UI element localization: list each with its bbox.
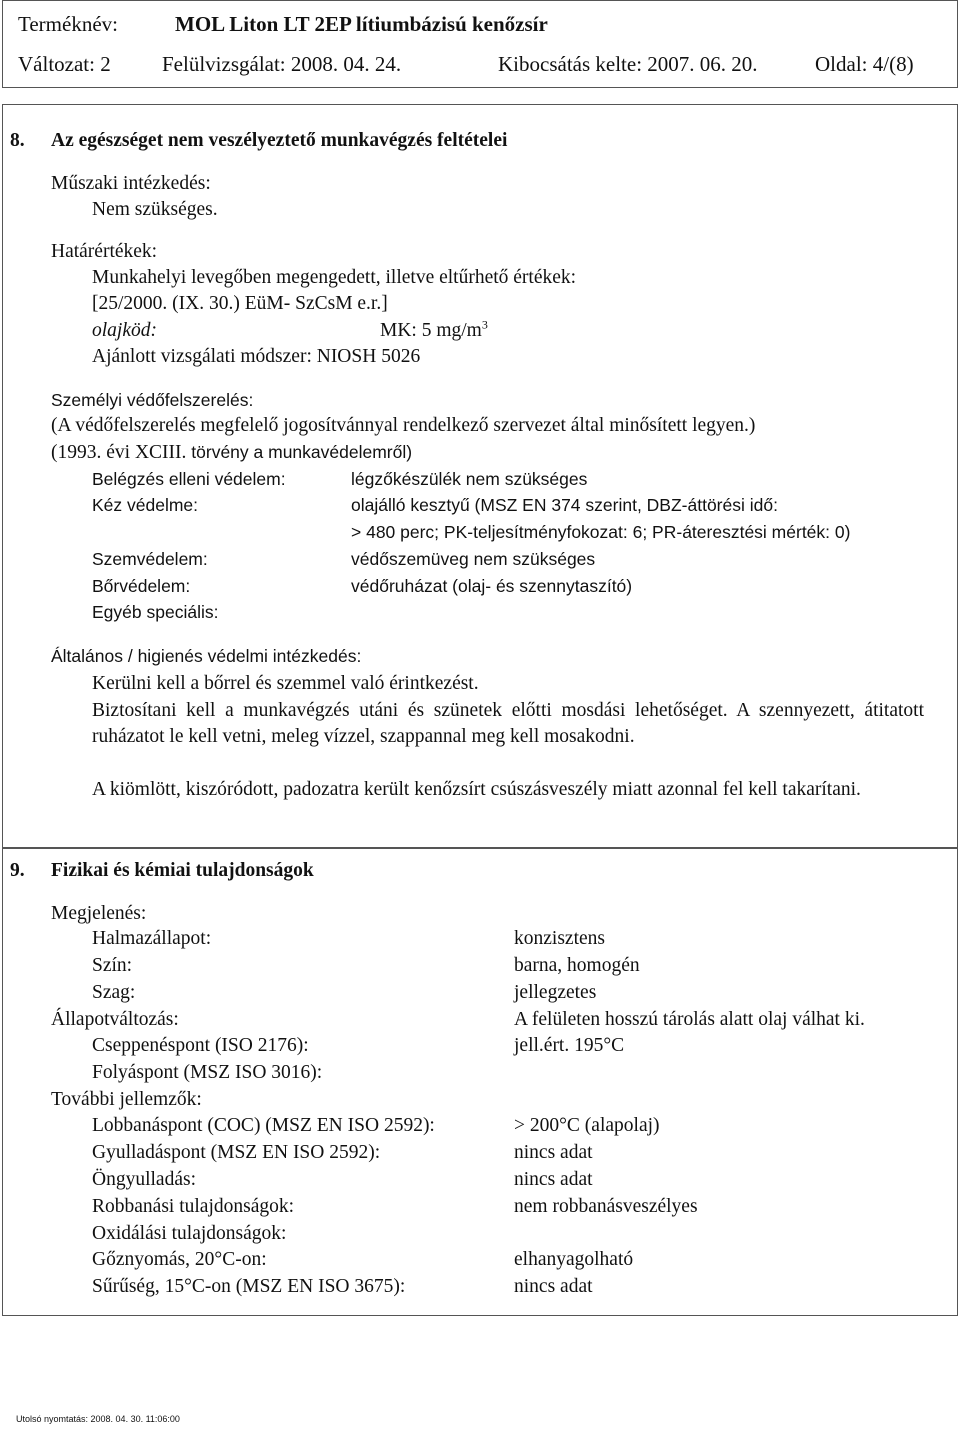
property-label: Gőznyomás, 20°C-on: bbox=[92, 1249, 267, 1270]
ppe-row-label: Szemvédelem: bbox=[92, 549, 208, 569]
appearance-label: Megjelenés: bbox=[51, 903, 147, 924]
property-value: barna, homogén bbox=[514, 955, 640, 976]
tech-measures-label: Műszaki intézkedés: bbox=[51, 173, 211, 194]
property-label: Szag: bbox=[92, 982, 136, 1003]
property-value: > 200°C (alapolaj) bbox=[514, 1115, 660, 1136]
property-label: Robbanási tulajdonságok: bbox=[92, 1196, 295, 1217]
limits-line-2: [25/2000. (IX. 30.) EüM- SzCsM e.r.] bbox=[92, 293, 388, 314]
property-label: Sűrűség, 15°C-on (MSZ EN ISO 3675): bbox=[92, 1276, 406, 1297]
property-label: Állapotváltozás: bbox=[51, 1009, 179, 1030]
section-8-number: 8. bbox=[10, 130, 25, 151]
property-label: További jellemzők: bbox=[51, 1089, 202, 1110]
limits-label: Határértékek: bbox=[51, 241, 158, 262]
property-label: Lobbanáspont (COC) (MSZ EN ISO 2592): bbox=[92, 1115, 435, 1136]
ppe-row-label: Kéz védelme: bbox=[92, 495, 199, 515]
ppe-row-label: Bőrvédelem: bbox=[92, 576, 191, 596]
ppe-label: Személyi védőfelszerelés: bbox=[51, 390, 254, 410]
ppe-row-value: légzőkészülék nem szükséges bbox=[351, 469, 588, 489]
property-value: jell.ért. 195°C bbox=[514, 1035, 625, 1056]
page-number: Oldal: 4/(8) bbox=[815, 52, 914, 76]
ppe-row-value: > 480 perc; PK-teljesítményfokozat: 6; PR-áteresztési mérték: 0) bbox=[351, 522, 851, 542]
property-value: nincs adat bbox=[514, 1276, 593, 1297]
limits-line-1: Munkahelyi levegőben megengedett, illetve eltűrhető értékek: bbox=[92, 267, 577, 288]
property-label: Cseppenéspont (ISO 2176): bbox=[92, 1035, 309, 1056]
section-9-number: 9. bbox=[10, 860, 25, 881]
hygiene-paragraph-1: Biztosítani kell a munkavégzés utáni és szünetek előtti mosdási lehetőséget. A szennyezett, átitatott ruházatot le kell vetni, meleg vízzel, szappannal meg kell mosakodni. bbox=[92, 700, 924, 747]
section-8-title: Az egészséget nem veszélyeztető munkavégzés feltételei bbox=[51, 130, 508, 151]
property-value: nem robbanásveszélyes bbox=[514, 1196, 698, 1217]
tech-measures-value: Nem szükséges. bbox=[92, 199, 218, 220]
property-value: jellegzetes bbox=[514, 982, 597, 1003]
property-label: Öngyulladás: bbox=[92, 1169, 196, 1190]
property-label: Szín: bbox=[92, 955, 133, 976]
product-name: MOL Liton LT 2EP lítiumbázisú kenőzsír bbox=[175, 12, 548, 36]
ppe-note-line-2: (1993. évi XCIII. törvény a munkavédelemről) bbox=[51, 442, 413, 463]
ppe-row-label: Belégzés elleni védelem: bbox=[92, 469, 286, 489]
ppe-row-label: Egyéb speciális: bbox=[92, 602, 219, 622]
property-value: nincs adat bbox=[514, 1142, 593, 1163]
ppe-row-value: védőszemüveg nem szükséges bbox=[351, 549, 596, 569]
property-value: elhanyagolható bbox=[514, 1249, 634, 1270]
property-label: Oxidálási tulajdonságok: bbox=[92, 1223, 287, 1244]
hygiene-label: Általános / higienés védelmi intézkedés: bbox=[51, 646, 362, 666]
oil-mist-value: MK: 5 $mg/m^3$ bbox=[380, 317, 488, 341]
hygiene-line-1: Kerülni kell a bőrrel és szemmel való érintkezést. bbox=[92, 673, 479, 694]
property-label: Gyulladáspont (MSZ EN ISO 2592): bbox=[92, 1142, 381, 1163]
property-value: konzisztens bbox=[514, 928, 605, 949]
section-9-title: Fizikai és kémiai tulajdonságok bbox=[51, 860, 314, 881]
revision-date: Felülvizsgálat: 2008. 04. 24. bbox=[162, 52, 402, 76]
issue-date: Kibocsátás kelte: 2007. 06. 20. bbox=[498, 52, 758, 76]
property-label: Folyáspont (MSZ ISO 3016): bbox=[92, 1062, 323, 1083]
hygiene-paragraph-2: A kiömlött, kiszóródott, padozatra került kenőzsírt csúszásveszély miatt azonnal fel kell takarítani. bbox=[92, 779, 861, 800]
version: Változat: 2 bbox=[18, 52, 111, 76]
property-value: nincs adat bbox=[514, 1169, 593, 1190]
ppe-row-value: védőruházat (olaj- és szennytaszító) bbox=[351, 576, 633, 596]
product-label: Terméknév: bbox=[18, 12, 118, 36]
ppe-note-line-1: (A védőfelszerelés megfelelő jogosítvánnyal rendelkező szervezet által minősített legyen.) bbox=[51, 415, 756, 436]
property-value: A felületen hosszú tárolás alatt olaj válhat ki. bbox=[514, 1009, 865, 1030]
last-printed: Utolsó nyomtatás: 2008. 04. 30. 11:06:00 bbox=[16, 1414, 180, 1424]
oil-mist-label: olajköd: bbox=[92, 320, 157, 341]
property-label: Halmazállapot: bbox=[92, 928, 212, 949]
recommended-method: Ajánlott vizsgálati módszer: NIOSH 5026 bbox=[92, 346, 421, 367]
ppe-row-value: olajálló kesztyű (MSZ EN 374 szerint, DBZ-áttörési idő: bbox=[351, 495, 778, 515]
